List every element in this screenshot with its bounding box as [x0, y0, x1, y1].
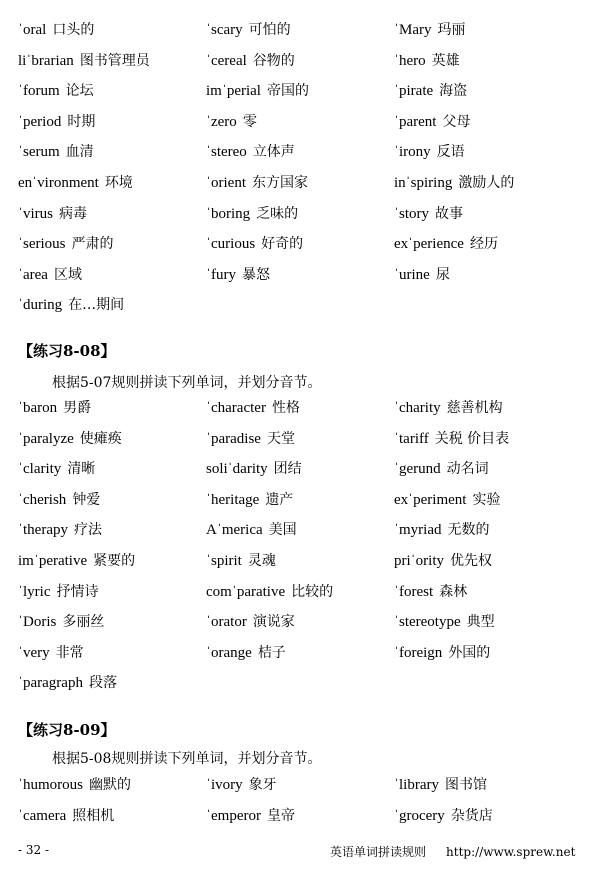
vocab-word: soliˈdarity: [206, 461, 268, 478]
vocab-entry: [394, 454, 588, 485]
vocab-meaning: 论坛: [65, 83, 94, 100]
vocab-entry: [18, 546, 206, 577]
vocab-entry: [18, 485, 206, 516]
vocab-entry: [18, 577, 206, 608]
vocab-meaning: 环境: [104, 174, 133, 191]
vocab-entry: [18, 290, 206, 321]
vocab-entry: [394, 638, 588, 669]
exercise-8-09-heading: 【练习8-09】: [18, 721, 116, 739]
vocab-word: ˈstory: [394, 205, 429, 222]
vocab-word: ˈstereotype: [394, 614, 461, 631]
vocab-word: liˈbrarian: [18, 52, 74, 69]
vocab-meaning: 反语: [436, 144, 465, 161]
vocab-meaning: 非常: [55, 644, 84, 661]
vocab-meaning: 紧要的: [93, 552, 136, 569]
vocab-meaning: 象牙: [248, 777, 277, 793]
vocab-meaning: 桔子: [257, 644, 286, 661]
vocab-entry: [206, 260, 394, 291]
vocab-meaning: 血清: [65, 144, 94, 161]
vocab-word: Aˈmerica: [206, 522, 263, 539]
vocab-word: ˈparalyze: [18, 430, 74, 447]
vocab-meaning: 遗产: [265, 491, 294, 508]
vocab-entry: [394, 546, 588, 577]
vocab-entry: [394, 46, 588, 77]
vocab-entry: [18, 137, 206, 168]
vocab-meaning: 严肃的: [71, 236, 114, 253]
vocab-entry: [18, 770, 206, 801]
vocab-word: ˈstereo: [206, 144, 247, 161]
vocab-entry: [206, 393, 394, 424]
vocab-meaning: 美国: [268, 522, 297, 539]
vocab-word: ˈserious: [18, 236, 66, 253]
vocab-word: ˈzero: [206, 113, 237, 130]
vocab-word: ˈemperor: [206, 807, 261, 824]
vocab-meaning: 故事: [435, 205, 463, 222]
vocab-entry: [206, 229, 394, 260]
vocab-entry: [206, 607, 394, 638]
vocab-entry: [206, 770, 394, 801]
vocab-entry: [394, 168, 588, 199]
vocab-word: ˈgrocery: [394, 807, 445, 824]
vocab-word: ˈforeign: [394, 644, 443, 661]
vocab-meaning: 谷物的: [252, 52, 295, 69]
vocab-entry: [206, 485, 394, 516]
vocab-meaning: 男爵: [63, 400, 92, 416]
vocab-meaning: 零: [242, 113, 257, 130]
vocab-entry: [18, 15, 206, 46]
vocab-meaning: 关税 价目表: [434, 430, 510, 447]
vocab-meaning: 典型: [466, 614, 495, 631]
vocab-word: ˈlibrary: [394, 777, 439, 793]
vocab-word: priˈority: [394, 552, 444, 569]
vocab-entry: [206, 546, 394, 577]
vocab-entry: [18, 454, 206, 485]
vocab-word: ˈcharacter: [206, 400, 266, 416]
vocab-entry: [206, 137, 394, 168]
vocab-entry: [206, 454, 394, 485]
vocab-entry: [206, 577, 394, 608]
vocab-meaning: 暴怒: [242, 266, 270, 283]
vocab-word: ˈivory: [206, 777, 243, 793]
vocab-word: ˈcamera: [18, 807, 67, 824]
vocab-entry: [206, 107, 394, 138]
vocab-meaning: 杂货店: [450, 807, 493, 824]
vocab-entry: [18, 229, 206, 260]
vocab-meaning: 森林: [439, 583, 468, 600]
vocab-word: ˈcurious: [206, 236, 256, 253]
vocab-meaning: 钟爱: [72, 491, 101, 508]
vocab-entry: [18, 424, 206, 455]
vocab-entry: [18, 76, 206, 107]
vocab-word: ˈorator: [206, 614, 247, 631]
vocab-word: imˈperial: [206, 83, 261, 100]
page-number: - 32 -: [18, 843, 50, 857]
vocab-word: ˈserum: [18, 144, 60, 161]
vocab-entry: [18, 199, 206, 230]
vocab-entry: [394, 485, 588, 516]
vocab-word: ˈscary: [206, 22, 243, 38]
vocab-entry: [206, 515, 394, 546]
vocab-word: ˈMary: [394, 22, 432, 38]
word-list-exercise-8-09: [18, 770, 588, 831]
vocab-entry: [394, 15, 588, 46]
vocab-word: ˈforum: [18, 83, 60, 100]
vocab-word: ˈcharity: [394, 400, 441, 416]
vocab-entry: [18, 107, 206, 138]
vocab-entry: [394, 393, 588, 424]
vocab-word: ˈtariff: [394, 430, 429, 447]
vocab-entry: [394, 801, 588, 832]
vocab-meaning: 立体声: [252, 144, 295, 161]
vocab-word: ˈorient: [206, 174, 246, 191]
vocab-meaning: 比较的: [291, 583, 334, 600]
vocab-meaning: 可怕的: [248, 22, 291, 38]
vocab-entry: [206, 199, 394, 230]
vocab-meaning: 海盗: [439, 83, 468, 100]
vocab-word: ˈperiod: [18, 113, 62, 130]
vocab-meaning: 天堂: [266, 430, 295, 447]
vocab-meaning: 性格: [271, 400, 300, 416]
vocab-meaning: 灵魂: [247, 552, 276, 569]
vocab-word: ˈclarity: [18, 461, 62, 478]
vocab-meaning: 好奇的: [261, 236, 304, 253]
word-list-section-1: [18, 15, 588, 321]
vocab-word: ˈhumorous: [18, 777, 83, 793]
vocab-entry: [18, 46, 206, 77]
vocab-meaning: 尿: [435, 266, 450, 283]
vocab-meaning: 帝国的: [266, 83, 309, 100]
vocab-meaning: 玛丽: [437, 22, 466, 38]
word-list-exercise-8-08: [18, 393, 588, 699]
vocab-word: ˈparagraph: [18, 675, 83, 692]
vocab-entry: [18, 638, 206, 669]
vocab-meaning: 乏味的: [256, 205, 299, 222]
vocab-entry: [206, 638, 394, 669]
vocab-word: inˈspiring: [394, 174, 453, 191]
vocab-entry: [394, 607, 588, 638]
vocab-word: ˈpirate: [394, 83, 434, 100]
vocab-entry: [394, 577, 588, 608]
vocab-meaning: 图书馆: [444, 777, 487, 793]
vocab-entry: [18, 801, 206, 832]
vocab-entry: [206, 168, 394, 199]
footer-info: [330, 843, 575, 860]
vocab-entry: [18, 668, 206, 699]
vocab-meaning: 区域: [53, 266, 82, 283]
vocab-word: ˈparadise: [206, 430, 261, 447]
vocab-word: ˈorange: [206, 644, 252, 661]
vocab-word: ˈvirus: [18, 205, 53, 222]
vocab-meaning: 抒情诗: [56, 583, 99, 600]
vocab-entry: [206, 424, 394, 455]
vocab-word: ˈheritage: [206, 491, 260, 508]
vocab-entry: [394, 424, 588, 455]
vocab-word: ˈoral: [18, 22, 47, 38]
vocab-meaning: 慈善机构: [446, 400, 503, 416]
vocab-word: ˈarea: [18, 266, 48, 283]
vocab-meaning: 病毒: [59, 205, 87, 222]
vocab-entry: [206, 76, 394, 107]
vocab-meaning: 口头的: [52, 22, 95, 38]
vocab-word: ˈtherapy: [18, 522, 68, 539]
vocab-entry: [394, 137, 588, 168]
vocab-word: ˈforest: [394, 583, 434, 600]
vocab-meaning: 在…期间: [68, 297, 125, 314]
vocab-word: ˈlyric: [18, 583, 51, 600]
vocab-word: imˈperative: [18, 552, 88, 569]
vocab-meaning: 经历: [469, 236, 498, 253]
vocab-meaning: 动名词: [446, 461, 489, 478]
vocab-meaning: 演说家: [252, 614, 295, 631]
vocab-word: ˈvery: [18, 644, 50, 661]
vocab-entry: [18, 393, 206, 424]
vocab-entry: [206, 801, 394, 832]
vocab-word: ˈfury: [206, 266, 236, 283]
vocab-entry: [394, 260, 588, 291]
vocab-meaning: 疗法: [73, 522, 102, 539]
vocab-entry: [394, 199, 588, 230]
exercise-8-08-instruction: 根据5-07规则拼读下列单词，并划分音节。: [52, 375, 322, 391]
vocab-meaning: 无数的: [447, 522, 490, 539]
vocab-entry: [206, 15, 394, 46]
vocab-meaning: 时期: [67, 113, 96, 130]
vocab-meaning: 清晰: [67, 461, 96, 478]
vocab-word: ˈgerund: [394, 461, 441, 478]
vocab-entry: [394, 770, 588, 801]
vocab-word: ˈparent: [394, 113, 437, 130]
vocab-meaning: 图书管理员: [79, 52, 150, 69]
vocab-word: ˈbaron: [18, 400, 58, 416]
book-title: 英语单词拼读规则: [330, 845, 427, 859]
vocab-meaning: 团结: [273, 461, 302, 478]
vocab-entry: [18, 607, 206, 638]
vocab-word: exˈperiment: [394, 491, 467, 508]
vocab-meaning: 使瘫痪: [79, 430, 122, 447]
vocab-entry: [394, 76, 588, 107]
vocab-entry: [206, 46, 394, 77]
vocab-entry: [394, 107, 588, 138]
vocab-meaning: 外国的: [448, 644, 491, 661]
vocab-entry: [18, 260, 206, 291]
vocab-meaning: 幽默的: [89, 777, 131, 793]
vocab-meaning: 多丽丝: [62, 614, 105, 631]
vocab-word: comˈparative: [206, 583, 286, 600]
vocab-meaning: 照相机: [72, 807, 115, 824]
vocab-word: ˈboring: [206, 205, 251, 222]
website-url: http://www.sprew.net: [446, 845, 576, 859]
vocab-meaning: 英雄: [431, 52, 460, 69]
vocab-word: exˈperience: [394, 236, 464, 253]
vocab-word: ˈDoris: [18, 614, 57, 631]
vocab-meaning: 段落: [88, 675, 117, 692]
exercise-8-08-heading: 【练习8-08】: [18, 342, 116, 360]
vocab-word: ˈspirit: [206, 552, 242, 569]
vocab-word: ˈhero: [394, 52, 426, 69]
vocab-meaning: 父母: [442, 113, 471, 130]
exercise-8-09-instruction: 根据5-08规则拼读下列单词，并划分音节。: [52, 751, 322, 767]
vocab-entry: [394, 229, 588, 260]
vocab-word: ˈcherish: [18, 491, 67, 508]
vocab-meaning: 实验: [472, 491, 501, 508]
vocab-entry: [18, 168, 206, 199]
vocab-word: ˈmyriad: [394, 522, 442, 539]
vocab-word: ˈurine: [394, 266, 430, 283]
vocab-word: enˈvironment: [18, 174, 99, 191]
vocab-word: ˈcereal: [206, 52, 247, 69]
vocab-meaning: 东方国家: [251, 174, 308, 191]
vocab-meaning: 皇帝: [266, 807, 295, 824]
vocab-entry: [18, 515, 206, 546]
vocab-entry: [394, 515, 588, 546]
vocab-word: ˈduring: [18, 297, 63, 314]
vocab-meaning: 激励人的: [458, 174, 515, 191]
vocab-word: ˈirony: [394, 144, 431, 161]
vocab-meaning: 优先权: [450, 552, 492, 569]
